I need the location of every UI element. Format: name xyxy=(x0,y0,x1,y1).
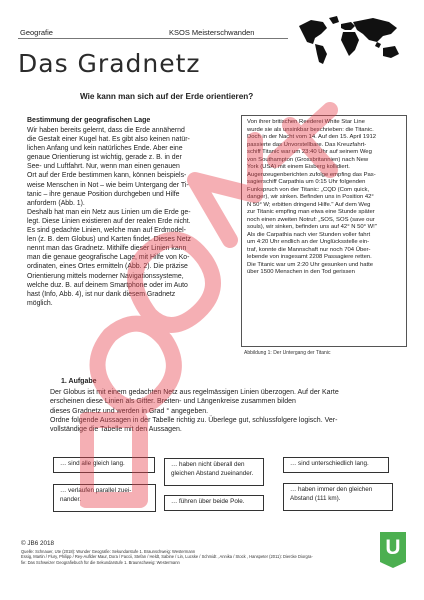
infobox-line: traf, konnte die Mannschaft nur noch 704 Über- xyxy=(247,246,371,253)
page-title: Das Gradnetz xyxy=(18,49,201,78)
logo-letter: U xyxy=(385,536,401,559)
page-subtitle: Wie kann man sich auf der Erde orientieren? xyxy=(80,92,254,101)
body-line: Ort auf der Erde bestimmen kann, können beispiels- xyxy=(27,172,187,180)
infobox-line: von Southampton (Grossbritannien) nach New xyxy=(247,156,369,163)
infobox-line: Von ihrer britischen Reederei White Star Line xyxy=(247,119,365,125)
infobox-line: N 50° W; erbitten dringend Hilfe." Auf dem Weg xyxy=(247,201,371,208)
body-line: die Gestalt einer Kugel hat. Es gibt also keinen natür- xyxy=(27,136,190,144)
body-line: genaue Orientierung ist wichtig, gerade z. B. in der xyxy=(27,154,182,162)
task-heading: 1. Aufgabe xyxy=(61,378,97,385)
body-line: anfordern (Abb. 1). xyxy=(27,199,85,207)
figure-caption: Abbildung 1: Der Untergang der Titanic xyxy=(244,350,331,356)
body-text xyxy=(27,126,235,308)
body-line: weise Menschen in Not – wie beim Untergang der Ti- xyxy=(27,181,189,189)
infobox-line: Augenzeugenberichten zufolge empfing das Pas- xyxy=(247,171,376,178)
body-line: legt. Diese Linien existieren auf der realen Erde nicht. xyxy=(27,217,191,225)
source-line: fie: Das Schweizer Geografiebuch für die Sekundarstufe 1. Braunschweig: Westermann xyxy=(21,559,180,565)
header-rule xyxy=(18,38,288,39)
header-school: KSOS Meisterschwanden xyxy=(169,28,255,37)
infobox-line: noch einen zweiten Notruf: „SOS, SOS (save our xyxy=(247,216,375,223)
task-line: erscheinen diese Linien als Gitter. Breiten- und Längenkreise zusammen bilden xyxy=(50,398,296,406)
world-map-icon xyxy=(293,14,405,66)
statement-card[interactable]: … haben immer den gleichen Abstand (111 km). xyxy=(283,483,393,511)
infobox-line: Die Titanic war um 2:20 Uhr gesunken und hatte xyxy=(247,261,374,268)
body-line: Es sind gedachte Linien, welche man auf Erdmodel- xyxy=(27,227,186,235)
statement-card[interactable]: … führen über beide Pole. xyxy=(164,495,264,511)
copyright: © JB6 2018 xyxy=(21,540,54,547)
body-line: welche duz. B. auf deinem Smartphone oder im Auto xyxy=(27,281,188,289)
infobox-line: über 1500 Menschen in den Tod gerissen xyxy=(247,269,355,275)
statement-card[interactable]: … sind unterschiedlich lang. xyxy=(283,457,389,473)
infobox-line: York (USA) mit einem Eisberg kollidiert. xyxy=(247,164,350,170)
body-line: len (z. B. dem Globus) und Karten findet. Dieses Netz xyxy=(27,236,191,244)
header-subject: Geografie xyxy=(20,28,53,37)
statement-card[interactable]: … haben nicht überall den gleichen Abstand zueinander. xyxy=(164,458,264,486)
statement-card[interactable]: … verlaufen parallel zuei-nander. xyxy=(53,484,156,512)
body-line: man die genaue geografische Lage, mit Hilfe von Ko- xyxy=(27,254,190,262)
infobox-line: Funkspruch von der Titanic: „CQD (Com quick, xyxy=(247,186,370,193)
section-heading: Bestimmung der geografischen Lage xyxy=(27,117,151,124)
body-line: lichen Anfang und kein natürliches Ende. Aber eine xyxy=(27,145,183,153)
body-line: ordinaten, eines Ortes ermitteln (Abb. 2). Die präzise xyxy=(27,263,188,271)
body-line: See- und Luftfahrt. Nur, wenn man einen genauen xyxy=(27,163,180,171)
infobox-line: wurde sie als unsinkbar beschrieben: die Titanic. xyxy=(247,126,374,133)
source-line: Quelle: Schnauer, Ute (2018): Wunder Geografie: Sekundarstufe 1. Braunschweig: Westermann xyxy=(21,549,196,554)
statement-card[interactable]: … sind alle gleich lang. xyxy=(53,457,155,473)
infobox-line: Doch in der Nacht vom 14. Auf den 15. April 1912 xyxy=(247,134,377,140)
body-line: möglich. xyxy=(27,299,53,307)
source-citation xyxy=(21,549,366,565)
infobox-line: Als die Carpathia nach vier Stunden voller fahrt xyxy=(247,231,371,238)
infobox-line: passierte das Unvorstellbare. Das Kreuzfahrt- xyxy=(247,141,367,148)
infobox-line: schiff Titanic war um 23:40 Uhr auf seinem Weg xyxy=(247,149,372,155)
body-line: Wir haben bereits gelernt, dass die Erde annähernd xyxy=(27,127,185,134)
infobox-line: danger), wir sinken. Befinden uns in Position 42° xyxy=(247,194,374,200)
task-line: dieses Gradnetz und werden in Grad ° angegeben. xyxy=(50,407,209,415)
body-line: hast (Info, Abb. 4), ist nur dank diesem Gradnetz xyxy=(27,290,176,298)
body-line: tanic – ihre genaue Position durchgeben und Hilfe xyxy=(27,190,180,198)
source-line: Essig, Martin / Flury, Philipp / Rey-Auflder Maur, Dora / Faccii, Stefan / Heldt, Sabine / Lin, Lucske / Schmidt , Annika / Stock , Hanspeter (2011): Diercke Diorgra- xyxy=(21,554,313,560)
infobox-line: lebende von insgesamt 2208 Passagiere retten. xyxy=(247,254,372,260)
publisher-logo xyxy=(378,530,408,570)
task-line: vollständige die Tabelle mit den Aussagen. xyxy=(50,426,182,434)
body-line: Orientierung mittels moderner Navigationssysteme, xyxy=(27,272,184,280)
task-line: Ordne folgende Aussagen in der Tabelle richtig zu. Überlege gut, schlussfolgere logisch. Ver- xyxy=(50,416,338,424)
titanic-infobox xyxy=(241,115,407,347)
body-line: nennt man das Gradnetz. Mithilfe dieser Linien kann xyxy=(27,245,187,253)
infobox-line: zur Titanic empfing man etwa eine Stunde später xyxy=(247,209,375,215)
task-text xyxy=(50,388,380,434)
infobox-line: souls), wir sinken, befinden uns auf 42° N 50° W!" xyxy=(247,224,377,230)
body-line: Deshalb hat man ein Netz aus Linien um die Erde ge- xyxy=(27,208,191,216)
infobox-line: um 4:20 Uhr endlich an der Unglücksstelle ein- xyxy=(247,239,370,245)
infobox-line: sagierschiff Carpathia um 0:15 Uhr folgenden xyxy=(247,179,366,185)
task-line: Der Globus ist mit einem gedachten Netz aus regelmässigen Linien überzogen. Auf der Karte xyxy=(50,389,339,396)
